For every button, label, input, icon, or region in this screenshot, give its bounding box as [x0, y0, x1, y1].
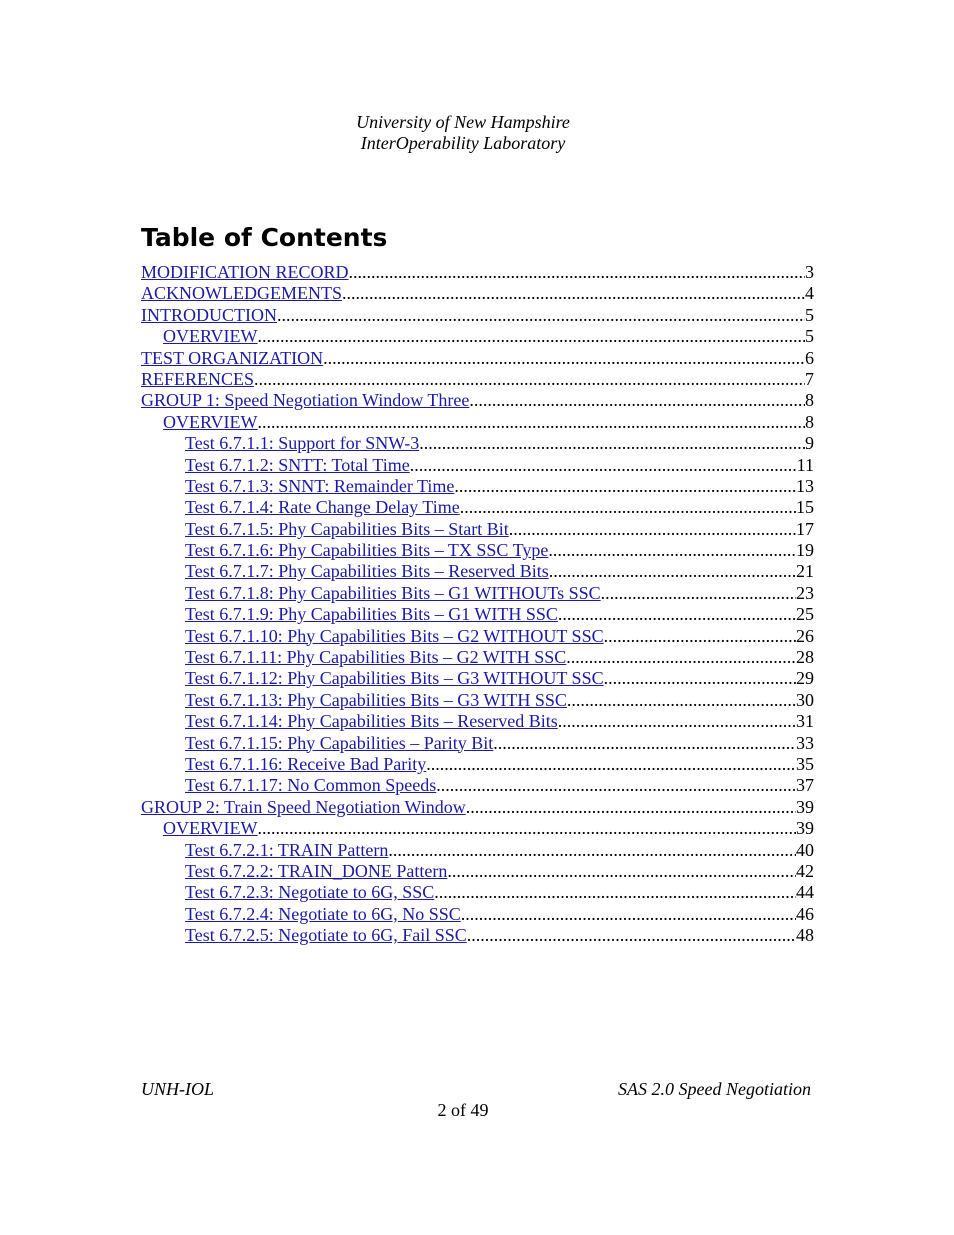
toc-entry-page: 8: [805, 411, 814, 432]
toc-dot-leader: [254, 369, 805, 390]
toc-entry: [141, 797, 814, 818]
toc-entry: [141, 455, 814, 476]
toc-entry: [141, 369, 814, 390]
toc-entry: [141, 690, 814, 711]
toc-entry-link[interactable]: INTRODUCTION: [141, 304, 277, 325]
toc-entry: [141, 540, 814, 561]
toc-dot-leader: [460, 497, 796, 518]
toc-entry: [141, 647, 814, 668]
toc-dot-leader: [258, 412, 805, 433]
toc-dot-leader: [342, 283, 805, 304]
toc-entry-link[interactable]: Test 6.7.1.8: Phy Capabilities Bits – G1 WITHOUTs SSC: [185, 582, 601, 603]
toc-entry-link[interactable]: Test 6.7.1.10: Phy Capabilities Bits – G2 WITHOUT SSC: [185, 625, 604, 646]
toc-dot-leader: [323, 348, 805, 369]
toc-entry-page: 29: [796, 668, 814, 689]
toc-entry: [141, 348, 814, 369]
toc-entry: [141, 882, 814, 903]
toc-entry-page: 4: [805, 283, 814, 304]
toc-entry: [141, 283, 814, 304]
toc-entry-link[interactable]: Test 6.7.2.5: Negotiate to 6G, Fail SSC: [185, 925, 467, 946]
toc-entry: [141, 390, 814, 411]
toc-dot-leader: [466, 797, 796, 818]
toc-entry-link[interactable]: Test 6.7.2.2: TRAIN_DONE Pattern: [185, 860, 448, 881]
toc-entry: [141, 604, 814, 625]
toc-entry-page: 33: [796, 732, 814, 753]
toc-entry-page: 37: [796, 775, 814, 796]
toc-entry-page: 5: [805, 326, 814, 347]
toc-entry-page: 35: [796, 753, 814, 774]
toc-entry-page: 7: [805, 368, 814, 389]
toc-entry: [141, 668, 814, 689]
toc-entry-link[interactable]: OVERVIEW: [163, 818, 258, 839]
toc-entry-page: 25: [796, 604, 814, 625]
toc-entry-link[interactable]: Test 6.7.1.11: Phy Capabilities Bits – G2 WITH SSC: [185, 647, 567, 668]
toc-entry: [141, 711, 814, 732]
toc-entry-link[interactable]: Test 6.7.1.9: Phy Capabilities Bits – G1 WITH SSC: [185, 604, 558, 625]
toc-entry-link[interactable]: Test 6.7.1.1: Support for SNW-3: [185, 433, 420, 454]
toc-entry-link[interactable]: Test 6.7.1.13: Phy Capabilities Bits – G3 WITH SSC: [185, 689, 567, 710]
toc-dot-leader: [604, 626, 796, 647]
toc-entry-link[interactable]: Test 6.7.1.4: Rate Change Delay Time: [185, 497, 460, 518]
toc-dot-leader: [549, 561, 796, 582]
toc-entry-page: 30: [796, 689, 814, 710]
toc-entry-page: 17: [796, 518, 814, 539]
toc-entry-page: 28: [796, 647, 814, 668]
toc-dot-leader: [493, 733, 796, 754]
toc-dot-leader: [461, 904, 796, 925]
toc-entry-page: 31: [796, 711, 814, 732]
toc-entry: [141, 818, 814, 839]
toc-entry-page: 48: [796, 925, 814, 946]
toc-entry-link[interactable]: REFERENCES: [141, 368, 255, 389]
toc-dot-leader: [454, 476, 796, 497]
toc-entry-page: 21: [796, 561, 814, 582]
toc-entry-link[interactable]: Test 6.7.1.16: Receive Bad Parity: [185, 753, 427, 774]
toc-entry-page: 44: [796, 882, 814, 903]
toc-entry-link[interactable]: Test 6.7.1.15: Phy Capabilities – Parity Bit: [185, 732, 494, 753]
toc-entry-link[interactable]: Test 6.7.1.17: No Common Speeds: [185, 775, 437, 796]
toc-entry: [141, 904, 814, 925]
toc-entry-page: 6: [805, 347, 814, 368]
toc-entry-page: 40: [796, 839, 814, 860]
toc-dot-leader: [426, 754, 796, 775]
toc-entry: [141, 305, 814, 326]
toc-entry-page: 5: [805, 304, 814, 325]
toc-dot-leader: [601, 583, 796, 604]
toc-entry-link[interactable]: TEST ORGANIZATION: [141, 347, 324, 368]
toc-entry-link[interactable]: Test 6.7.1.6: Phy Capabilities Bits – TX SSC Type: [185, 540, 549, 561]
toc-dot-leader: [436, 775, 796, 796]
toc-entry-page: 39: [796, 796, 814, 817]
toc-dot-leader: [258, 326, 805, 347]
toc-entry: [141, 583, 814, 604]
toc-entry-page: 39: [796, 818, 814, 839]
toc-entry-link[interactable]: Test 6.7.1.2: SNTT: Total Time: [185, 454, 410, 475]
toc-entry: [141, 626, 814, 647]
toc-dot-leader: [277, 305, 805, 326]
footer-document-title: SAS 2.0 Speed Negotiation: [618, 1079, 811, 1099]
toc-entry: [141, 262, 814, 283]
toc-entry-link[interactable]: ACKNOWLEDGEMENTS: [141, 283, 342, 304]
toc-dot-leader: [447, 861, 796, 882]
toc-entry: [141, 925, 814, 946]
toc-dot-leader: [434, 882, 796, 903]
table-of-contents: [141, 262, 814, 947]
toc-dot-leader: [419, 433, 805, 454]
footer-organization: UNH-IOL: [141, 1079, 215, 1099]
toc-entry: [141, 561, 814, 582]
toc-dot-leader: [566, 647, 796, 668]
toc-dot-leader: [604, 668, 796, 689]
toc-entry: [141, 840, 814, 861]
toc-entry: [141, 412, 814, 433]
toc-entry: [141, 476, 814, 497]
toc-entry: [141, 433, 814, 454]
toc-entry: [141, 861, 814, 882]
toc-entry: [141, 326, 814, 347]
header-laboratory: InterOperability Laboratory: [360, 133, 566, 153]
toc-title: Table of Contents: [141, 223, 388, 252]
toc-dot-leader: [258, 818, 796, 839]
toc-entry-link[interactable]: Test 6.7.1.5: Phy Capabilities Bits – Start Bit: [185, 518, 509, 539]
toc-entry-link[interactable]: Test 6.7.1.7: Phy Capabilities Bits – Reserved Bits: [185, 561, 549, 582]
toc-entry-link[interactable]: Test 6.7.2.4: Negotiate to 6G, No SSC: [185, 903, 461, 924]
toc-entry-link[interactable]: Test 6.7.1.12: Phy Capabilities Bits – G3 WITHOUT SSC: [185, 668, 604, 689]
toc-entry-link[interactable]: Test 6.7.1.3: SNNT: Remainder Time: [185, 475, 455, 496]
toc-dot-leader: [548, 540, 796, 561]
toc-dot-leader: [558, 711, 796, 732]
toc-entry-page: 23: [796, 582, 814, 603]
toc-entry-page: 26: [796, 625, 814, 646]
toc-dot-leader: [567, 690, 796, 711]
toc-entry-page: 9: [805, 433, 814, 454]
toc-entry-link[interactable]: Test 6.7.1.14: Phy Capabilities Bits – Reserved Bits: [185, 711, 558, 732]
toc-entry-page: 46: [796, 903, 814, 924]
toc-entry-page: 11: [796, 454, 814, 475]
toc-dot-leader: [469, 390, 805, 411]
toc-dot-leader: [410, 455, 797, 476]
toc-entry-page: 19: [796, 540, 814, 561]
toc-entry: [141, 497, 814, 518]
toc-entry-link[interactable]: OVERVIEW: [163, 326, 258, 347]
toc-entry-link[interactable]: GROUP 2: Train Speed Negotiation Window: [141, 796, 466, 817]
toc-entry-link[interactable]: Test 6.7.2.1: TRAIN Pattern: [185, 839, 389, 860]
toc-entry: [141, 519, 814, 540]
toc-entry: [141, 754, 814, 775]
page-number: 2 of 49: [437, 1100, 489, 1120]
toc-entry-link[interactable]: OVERVIEW: [163, 411, 258, 432]
toc-entry-link[interactable]: GROUP 1: Speed Negotiation Window Three: [141, 390, 470, 411]
toc-entry-page: 15: [796, 497, 814, 518]
toc-entry-link[interactable]: MODIFICATION RECORD: [141, 262, 349, 282]
toc-entry-page: 3: [805, 262, 814, 282]
header-university: University of New Hampshire: [356, 112, 570, 132]
page-header: [0, 112, 926, 154]
toc-dot-leader: [509, 519, 796, 540]
toc-dot-leader: [388, 840, 796, 861]
toc-entry-page: 42: [796, 860, 814, 881]
toc-dot-leader: [467, 925, 796, 946]
toc-entry: [141, 775, 814, 796]
toc-entry: [141, 733, 814, 754]
toc-entry-page: 13: [796, 475, 814, 496]
toc-dot-leader: [558, 604, 796, 625]
toc-dot-leader: [349, 262, 805, 283]
toc-entry-page: 8: [805, 390, 814, 411]
toc-entry-link[interactable]: Test 6.7.2.3: Negotiate to 6G, SSC: [185, 882, 435, 903]
